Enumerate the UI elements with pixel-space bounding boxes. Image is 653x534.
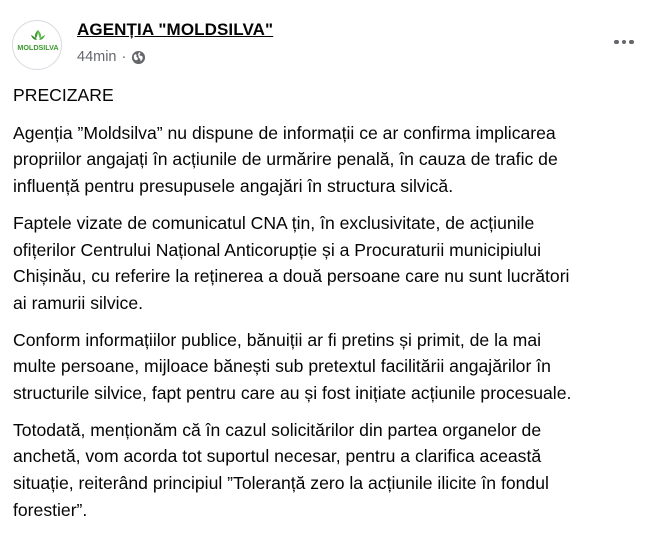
post-paragraph: Faptele vizate de comunicatul CNA țin, în exclusivitate, de acțiunile ofițerilor Centrului Național Anticorupție și a Procuraturii municipiului Chișinău, cu referire la reținerea a două persoane care nu sunt lucrători ai ramurii silvice. bbox=[13, 212, 570, 313]
post-header bbox=[0, 0, 653, 74]
post-meta bbox=[77, 47, 146, 67]
post-paragraph: Totodată, menționăm că în cazul solicitărilor din partea organelor de anchetă, vom acorda tot suportul necesar, pentru a clarifica această situație, reiterând principiul ”Toleranță zero la acțiunile ilicite în fondul forestier”. bbox=[13, 419, 549, 520]
more-options-button[interactable] bbox=[606, 27, 642, 57]
post-paragraph: Conform informațiilor publice, bănuiții ar fi pretins și primit, de la mai multe persoane, mijloace bănești sub pretextul facilitării angajărilor în structurile silvice, fapt pentru care au și fost inițiate acțiunile procesuale. bbox=[13, 329, 572, 404]
logo-wordmark: MOLDSILVA bbox=[17, 43, 59, 52]
globe-icon[interactable] bbox=[131, 50, 146, 65]
post-paragraph: Agenția ”Moldsilva” nu dispune de informații ce ar confirma implicarea propriilor angajați în acțiunile de urmărire penală, în cauza de trafic de influență pentru presupusele angajări în structura silvică. bbox=[13, 122, 558, 197]
page-name-link[interactable]: AGENȚIA "MOLDSILVA" bbox=[77, 20, 274, 39]
post-paragraph-title: PRECIZARE bbox=[13, 85, 114, 105]
post-body bbox=[13, 82, 653, 534]
more-horizontal-icon bbox=[614, 40, 634, 45]
post-timestamp[interactable]: 44min bbox=[77, 49, 117, 65]
page-avatar[interactable] bbox=[12, 20, 62, 70]
moldsilva-logo bbox=[13, 21, 62, 70]
meta-separator: · bbox=[121, 49, 127, 65]
